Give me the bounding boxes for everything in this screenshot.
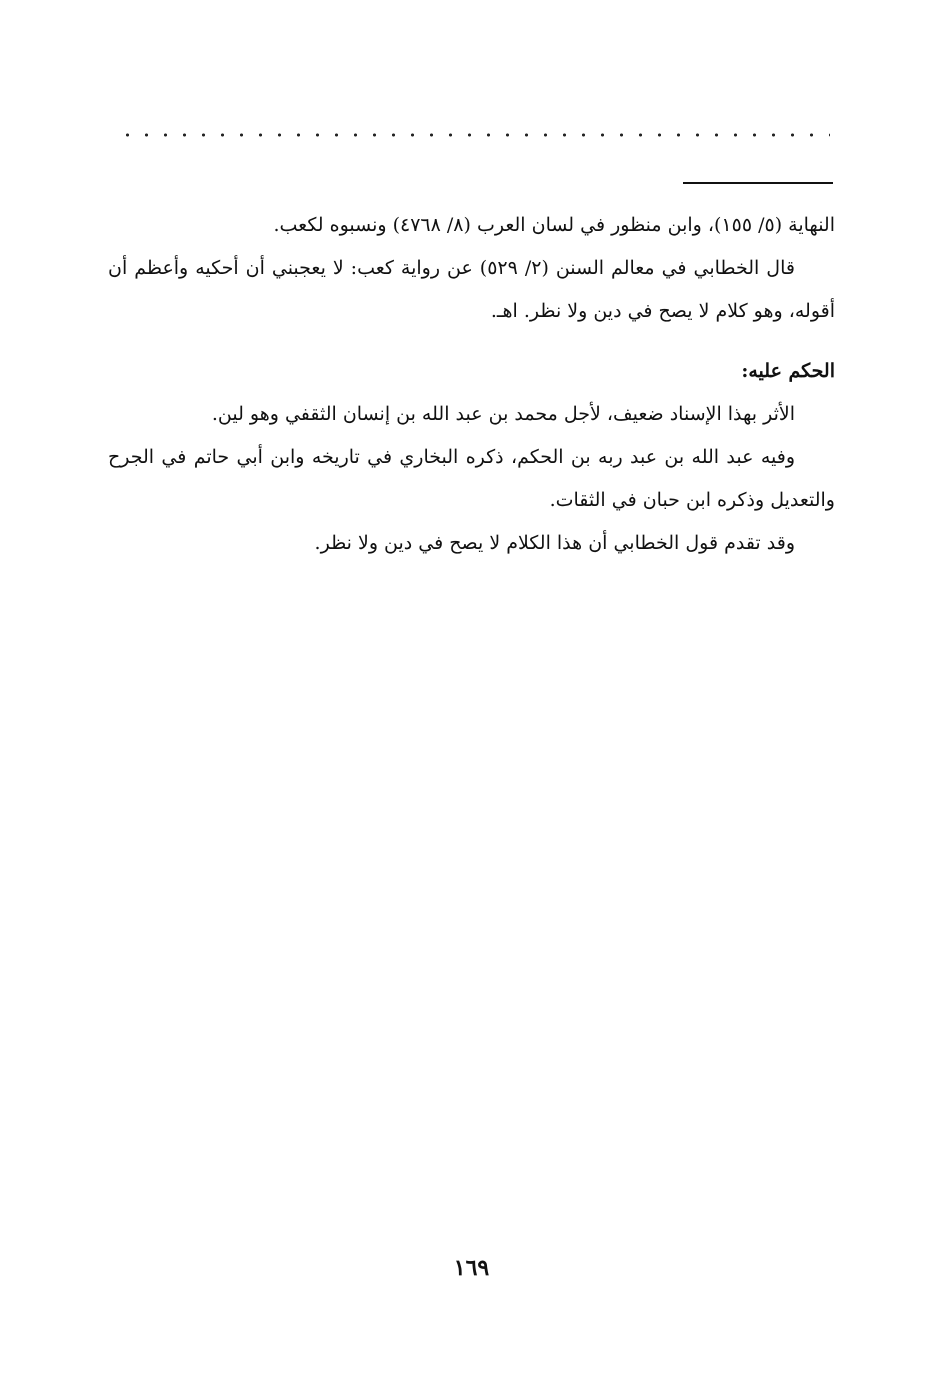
ruling-section (108, 350, 835, 565)
footnote-line: النهاية (٥/ ١٥٥)، وابن منظور في لسان العرب (٨/ ٤٧٦٨) ونسبوه لكعب. (273, 214, 835, 236)
section-heading: الحكم عليه: (741, 360, 835, 382)
footnote-rule (683, 182, 833, 184)
footnote-quote-paragraph: قال الخطابي في معالم السنن (٢/ ٥٢٩) عن رواية كعب: لا يعجبني أن أحكيه وأعظم أن أقوله، وهو كلام لا يصح في دين ولا نظر. اهـ. (108, 257, 835, 322)
page-number: ١٦٩ (453, 1255, 490, 1281)
footnote-text (108, 204, 835, 333)
ruling-paragraph: الأثر بهذا الإسناد ضعيف، لأجل محمد بن عبد الله بن إنسان الثقفي وهو لين. (211, 403, 795, 425)
ruling-paragraph: وقد تقدم قول الخطابي أن هذا الكلام لا يصح في دين ولا نظر. (314, 532, 795, 554)
dotted-separator (118, 132, 830, 138)
ruling-paragraph: وفيه عبد الله بن عبد ربه بن الحكم، ذكره البخاري في تاريخه وابن أبي حاتم في الجرح والتعديل وذكره ابن حبان في الثقات. (108, 446, 835, 511)
